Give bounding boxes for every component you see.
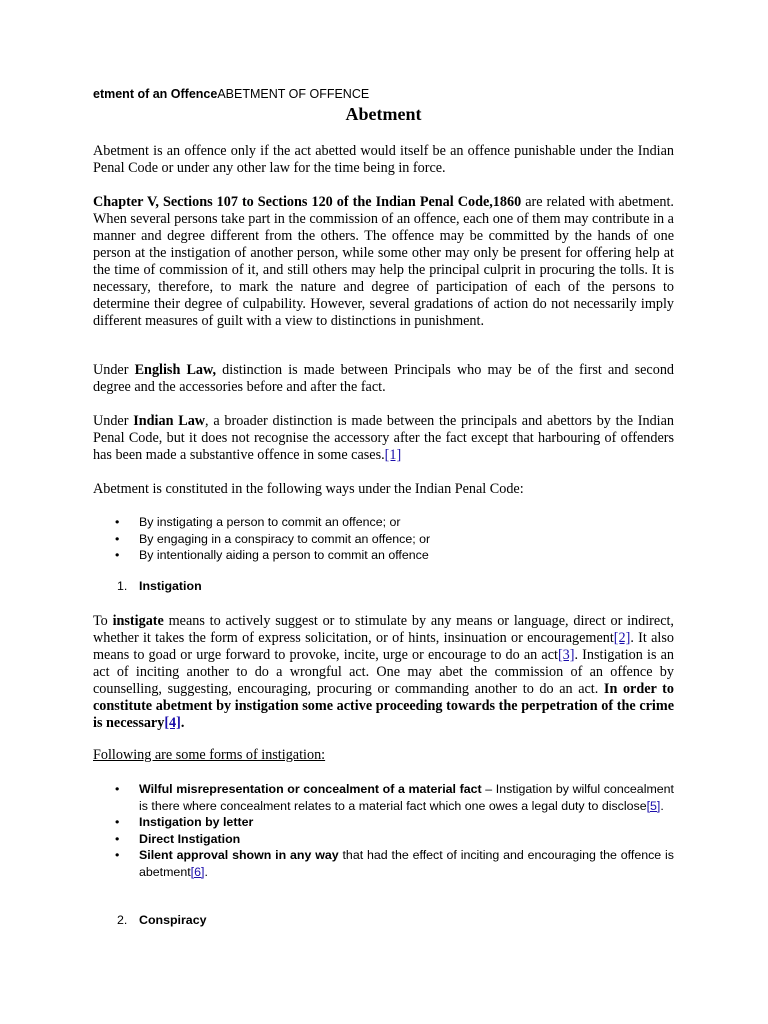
list-item <box>93 847 674 880</box>
english-law-text: distinction is made between Principals who may be of the first and second degree and the accessories before and after the fact. <box>93 362 675 395</box>
instigation-a: To <box>93 613 113 629</box>
ways-paragraph: Abetment is constituted in the following ways under the Indian Penal Code: <box>93 481 524 497</box>
list-item <box>93 781 674 814</box>
chapter-bold: Chapter V, Sections 107 to Sections 120 of the Indian Penal Code,1860 <box>93 194 522 210</box>
instigation-bold2: In order to constitute abetment by instigation some active proceeding towards the perpetration of the crime is necessary <box>93 681 674 731</box>
form-end: . <box>660 798 664 813</box>
intro-paragraph: Abetment is an offence only if the act abetted would itself be an offence punishable under the Indian Penal Code or under any other law for the time being in force. <box>93 143 674 176</box>
form-text: that had the effect of inciting and encouraging the offence is abetment <box>139 848 674 879</box>
form-bold: Silent approval shown in any way <box>139 848 339 862</box>
ways-list <box>93 514 674 564</box>
bullet-icon: • <box>115 848 120 862</box>
bullet-icon: • <box>115 515 120 529</box>
instigation-bold1: instigate <box>112 613 164 629</box>
list-item-text: By engaging in a conspiracy to commit an offence; or <box>139 531 431 546</box>
list-item <box>93 831 674 848</box>
chapter-text: are related with abetment. When several persons take part in the commission of an offence, each one of them may contribute in a manner and degree different from the others. The offence may be committed by the hands of one person at the instigation of another person, while some other may only be present for offering help at the time of commission of it, and still others may help the principal culprit in procuring the tolls. It is necessary, therefore, to mark the nature and degree of participation of each of the persons to determine their degree of culpability. However, several gradations of action do not necessarily imply different measures of guilt with a view to distinctions in punishment. <box>93 194 674 329</box>
forms-list <box>93 781 674 880</box>
bullet-icon: • <box>115 548 120 562</box>
section-label: Conspiracy <box>139 913 207 927</box>
indian-law-pre: Under <box>93 413 134 429</box>
form-text: – Instigation by wilful concealment is there where concealment relates to a material fact which one owes a legal duty to disclose <box>139 782 674 813</box>
indian-law-paragraph <box>93 413 674 464</box>
document-header <box>93 87 369 101</box>
list-item <box>93 514 674 531</box>
form-end: . <box>204 864 208 879</box>
list-item <box>93 531 674 548</box>
forms-heading: Following are some forms of instigation: <box>93 747 326 763</box>
list-item-text: By intentionally aiding a person to commit an offence <box>139 548 429 562</box>
indian-law-bold: Indian Law <box>133 413 206 429</box>
chapter-paragraph <box>93 194 674 330</box>
list-item <box>93 547 674 564</box>
instigation-c: . It also means to goad or urge forward to provoke, incite, urge or encourage to do an act <box>93 630 674 663</box>
instigation-end: . <box>180 715 185 731</box>
footnote-link-2[interactable]: [2] <box>613 630 631 646</box>
instigation-b: means to actively suggest or to stimulate by any means or language, direct or indirect, whether it takes the form of express solicitation, or of hints, insinuation or encouragement <box>93 613 674 646</box>
form-bold: Wilful misrepresentation or concealment of a material fact <box>139 782 482 796</box>
instigation-paragraph <box>93 613 674 732</box>
bullet-icon: • <box>115 531 120 546</box>
section-label: Instigation <box>139 579 202 593</box>
footnote-link-5[interactable]: [5] <box>646 798 661 813</box>
form-bold: Instigation by letter <box>139 815 254 829</box>
header-left: etment of an Offence <box>93 87 218 101</box>
header-right: ABETMENT OF OFFENCE <box>217 87 370 101</box>
indian-law-text: , a broader distinction is made between the principals and abettors by the Indian Penal Code, but it does not recognise the accessory after the fact except that harbouring of offenders has been made a substantive offence in some cases. <box>93 413 675 463</box>
footnote-link-6[interactable]: [6] <box>190 864 205 879</box>
english-law-pre: Under <box>93 362 135 378</box>
section-number: 2. <box>117 913 128 927</box>
english-law-paragraph <box>93 362 674 396</box>
section-heading-conspiracy <box>117 913 206 927</box>
list-item <box>93 814 674 831</box>
page-title: Abetment <box>345 104 422 124</box>
bullet-icon: • <box>115 782 120 796</box>
footnote-link-3[interactable]: [3] <box>557 647 575 663</box>
section-number: 1. <box>117 579 128 593</box>
instigation-d: . Instigation is an act of inciting another to do a wrongful act. One may abet the commission of an offence by counselling, suggesting, encouraging, procuring or commanding another to do an act. <box>93 647 674 697</box>
footnote-link-1[interactable]: [1] <box>384 447 402 463</box>
list-item-text: By instigating a person to commit an offence; or <box>139 515 401 529</box>
footnote-link-4[interactable]: [4] <box>164 715 181 731</box>
section-heading-instigation <box>117 579 202 593</box>
bullet-icon: • <box>115 831 120 846</box>
english-law-bold: English Law, <box>134 362 217 378</box>
bullet-icon: • <box>115 815 120 829</box>
form-bold: Direct Instigation <box>139 831 241 846</box>
